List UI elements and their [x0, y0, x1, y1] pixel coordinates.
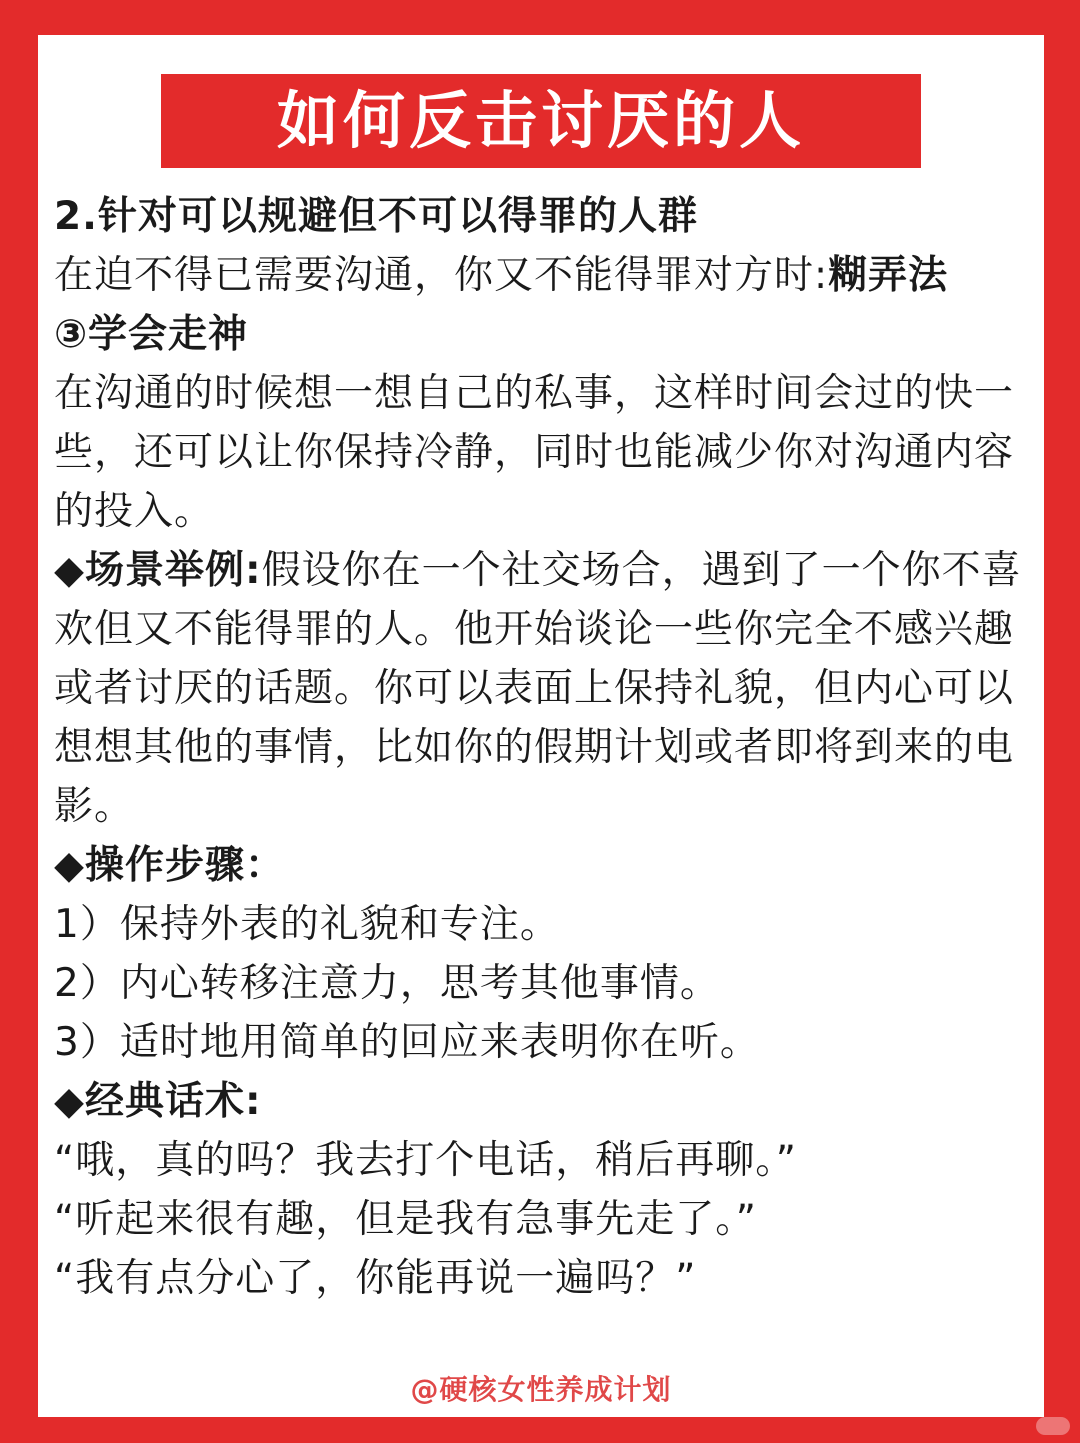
author-credit: @硬核女性养成计划 [410, 1373, 672, 1406]
phrases-label: ◆经典话术: [54, 1079, 262, 1124]
step-item: 2）内心转移注意力，思考其他事情。 [54, 961, 720, 1006]
scenario-text: 假设你在一个社交场合，遇到了一个你不喜欢但又不能得罪的人。他开始谈论一些你完全不感兴趣或者讨厌的话题。你可以表面上保持礼貌，但内心可以想想其他的事情，比如你的假期计划或者即将到来的电影。 [54, 548, 1022, 829]
intro-line [54, 246, 1039, 305]
section-heading: 2.针对可以规避但不可以得罪的人群 [54, 194, 698, 239]
phrase-item: “听起来很有趣，但是我有急事先走了。” [54, 1197, 757, 1242]
watermark-badge [1036, 1417, 1070, 1435]
method-name: 糊弄法 [828, 253, 949, 298]
intro-text: 在迫不得已需要沟通，你又不能得罪对方时: [54, 253, 829, 298]
steps-label: ◆操作步骤： [54, 843, 285, 888]
page-title: 如何反击讨厌的人 [276, 84, 805, 157]
scenario-paragraph [54, 541, 1039, 836]
title-banner [161, 74, 921, 168]
phrase-item: “我有点分心了，你能再说一遍吗？” [54, 1256, 697, 1301]
description-paragraph: 在沟通的时候想一想自己的私事，这样时间会过的快一些，还可以让你保持冷静，同时也能减少你对沟通内容的投入。 [54, 371, 1015, 534]
subheading: ③学会走神 [54, 312, 249, 357]
step-item: 3）适时地用简单的回应来表明你在听。 [54, 1020, 760, 1065]
phrase-item: “哦，真的吗？我去打个电话，稍后再聊。” [54, 1138, 797, 1183]
article-body [54, 187, 1039, 1308]
scenario-label: ◆场景举例: [54, 548, 262, 593]
step-item: 1）保持外表的礼貌和专注。 [54, 902, 560, 947]
content-card [38, 35, 1044, 1417]
